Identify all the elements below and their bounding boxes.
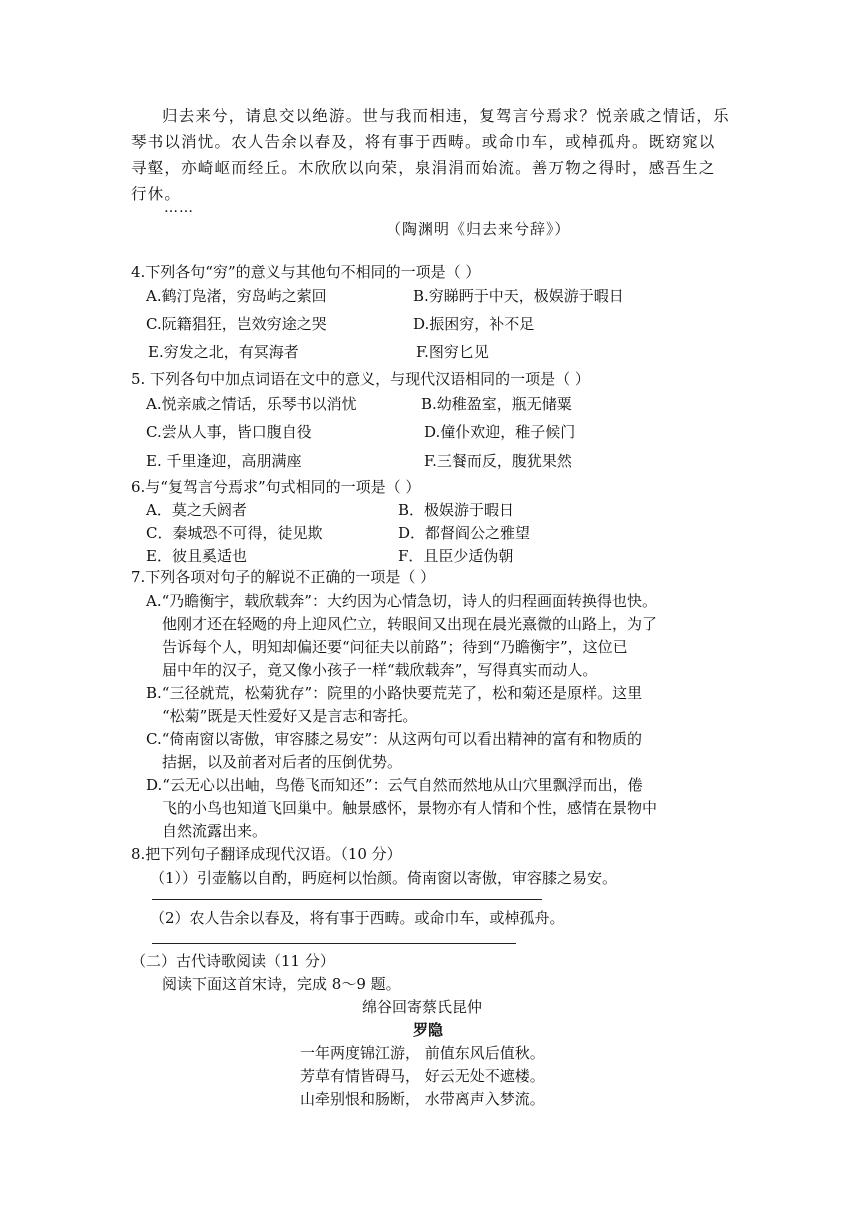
q8-sentence-2: （2）农人告余以春及，将有事于西畴。或命巾车，或棹孤舟。 [150, 909, 565, 927]
poem-title: 绵谷回寄蔡氏昆仲 [362, 998, 483, 1016]
q6-option-e: E．彼且奚适也 [146, 547, 247, 565]
q4-option-a: A.鹤汀凫渚，穷岛屿之萦回 [146, 287, 327, 305]
q8-answer-line-2[interactable] [152, 943, 516, 944]
q5-option-f: F.三餐而反，腹犹果然 [424, 452, 572, 470]
section2-heading: （二）古代诗歌阅读（11 分） [131, 952, 335, 970]
poem-line-3: 山牵别恨和肠断， 水带离声入梦流。 [300, 1090, 545, 1108]
passage-paragraph: 归去来兮，请息交以绝游。世与我而相违，复驾言兮焉求？悦亲戚之情话，乐琴书以消忧。农人告余以春及，将有事于西畴。或命巾车，或棹孤舟。既窈窕以寻壑，亦崎岖而经丘。木欣欣以向荣，泉涓涓而始流。善万物之得时，感吾生之行休。 [131, 107, 730, 203]
q7-d-line-1: D.“云无心以出岫，鸟倦飞而知还”：云气自然而然地从山穴里飘浮而出，倦 [146, 776, 643, 794]
q7-stem: 7.下列各项对句子的解说不正确的一项是（ ） [131, 568, 436, 586]
q6-option-a: A．莫之夭阏者 [146, 501, 247, 519]
q7-d-line-2: 飞的小鸟也知道飞回巢中。触景感怀，景物亦有人情和个性，感情在景物中 [162, 799, 658, 817]
q5-option-c: C.尝从人事，皆口腹自役 [146, 423, 312, 441]
q7-a-line-4: 届中年的汉子，竟又像小孩子一样“载欣载奔”，写得真实而动人。 [162, 661, 598, 679]
q6-option-d: D．都督阎公之雅望 [398, 524, 531, 542]
poem-line-1: 一年两度锦江游， 前值东风后值秋。 [300, 1044, 545, 1062]
q4-stem: 4.下列各句“穷”的意义与其他句不相同的一项是（ ） [131, 263, 481, 281]
q7-c-line-2: 拮据，以及前者对后者的压倒优势。 [162, 753, 403, 771]
q7-b-line-2: “松菊”既是天性爱好又是言志和寄托。 [162, 707, 418, 725]
q5-option-d: D.僮仆欢迎，稚子候门 [424, 423, 576, 441]
q7-d-line-3: 自然流露出来。 [162, 822, 268, 840]
q4-option-e: E.穷发之北，有冥海者 [148, 343, 299, 361]
passage-ellipsis: …… [164, 200, 194, 216]
q4-option-f: F.图穷匕见 [416, 343, 489, 361]
section2-instruction: 阅读下面这首宋诗，完成 8～9 题。 [162, 975, 401, 993]
q8-sentence-1: （1））引壶觞以自酌，眄庭柯以怡颜。倚南窗以寄傲，审容膝之易安。 [150, 869, 618, 887]
q6-option-c: C．秦城恐不可得，徒见欺 [146, 524, 323, 542]
q7-a-line-2: 他刚才还在轻飏的舟上迎风伫立，转眼间又出现在晨光熹微的山路上，为了 [162, 615, 658, 633]
q7-a-line-1: A.“乃瞻衡宇，载欣载奔”：大约因为心情急切，诗人的归程画面转换得也快。 [146, 592, 657, 610]
q4-option-b: B.穷睇眄于中天，极娱游于暇日 [413, 287, 624, 305]
q5-option-a: A.悦亲戚之情话，乐琴书以消忧 [146, 395, 357, 413]
q7-b-line-1: B.“三径就荒，松菊犹存”：院里的小路快要荒芜了，松和菊还是原样。这里 [146, 684, 643, 702]
q8-stem: 8.把下列句子翻译成现代汉语。（10 分） [131, 845, 402, 863]
q5-option-b: B.幼稚盈室，瓶无储粟 [421, 395, 572, 413]
poem-line-2: 芳草有情皆碍马， 好云无处不遮楼。 [300, 1067, 545, 1085]
passage-source: （陶渊明《归去来兮辞》） [386, 220, 571, 238]
q4-option-d: D.振困穷，补不足 [413, 315, 535, 333]
q5-stem: 5. 下列各句中加点词语在文中的意义，与现代汉语相同的一项是（ ） [131, 370, 590, 388]
q6-option-b: B．极娱游于暇日 [398, 501, 515, 519]
q8-answer-line-1[interactable] [152, 899, 542, 900]
q4-option-c: C.阮籍猖狂，岂效穷途之哭 [146, 315, 327, 333]
q5-option-e: E. 千里逢迎，高朋满座 [146, 452, 302, 470]
q7-a-line-3: 告诉每个人，明知却偏还要“问征夫以前路”；待到“乃瞻衡宇”，这位已 [162, 638, 628, 656]
poem-author: 罗隐 [413, 1021, 444, 1039]
q7-c-line-1: C.“倚南窗以寄傲，审容膝之易安”：从这两句可以看出精神的富有和物质的 [146, 730, 643, 748]
q6-stem: 6.与“复驾言兮焉求”句式相同的一项是（ ） [131, 478, 421, 496]
passage-block [131, 103, 731, 207]
q6-option-f: F．且臣少适伪朝 [398, 547, 514, 565]
